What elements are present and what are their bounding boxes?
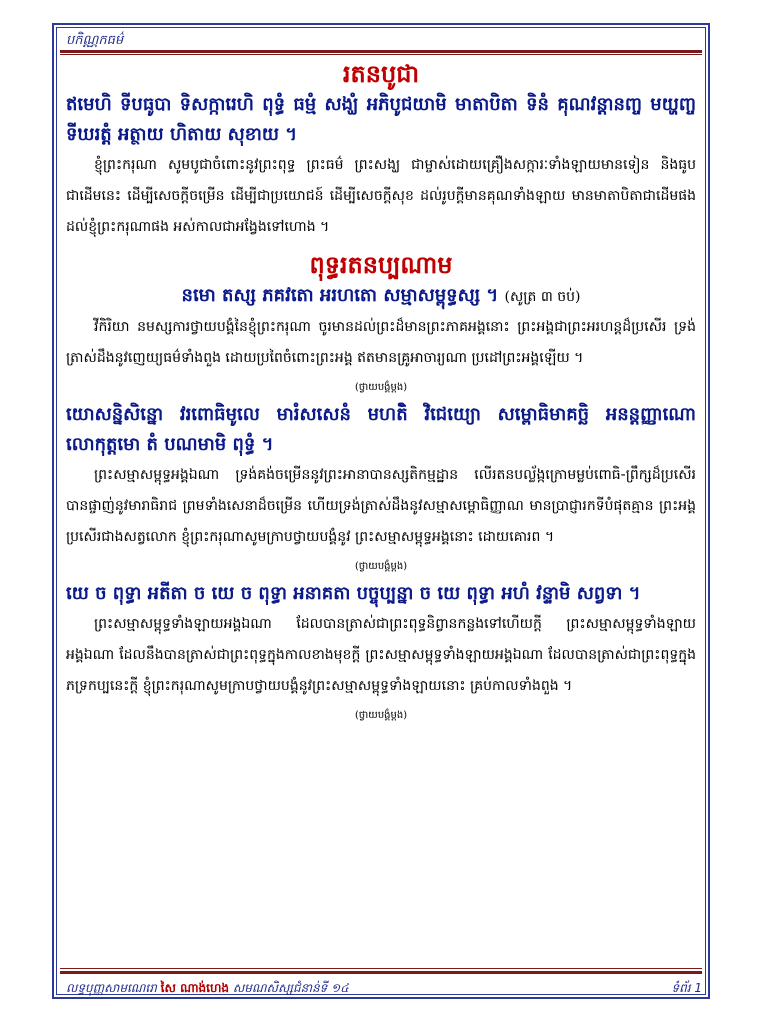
header-rule-thin <box>60 54 702 55</box>
pali-verse-ye-ca-buddha: យេ ច ពុទ្ធា អតីតា ច យេ ច ពុទ្ធា អនាគតា បច្ចុប្បន្នា ច យេ ពុទ្ធា អហំ វន្ទាមិ សព្វទា ។ <box>66 583 641 604</box>
footer-suffix: សមណសិស្សជំនាន់ទី ១៤ <box>232 981 349 995</box>
section-heading-buddha-ratana: ពុទ្ធរតនប្បណាម <box>309 250 453 279</box>
paragraph-ye-ca-buddha: ព្រះសម្មាសម្ពុទ្ធទាំងឡាយអង្គឯណា ដែលបានត្រាស់ជាព្រះពុទ្ធនិព្វានកន្លងទៅហើយក្ដី ព្រះសម្មាសម្ពុទ្ធទាំងឡាយអង្គឯណា ដែលនឹងបានត្រាស់ជាព្រះពុទ្ធក្នុងកាលខាងមុខក្ដី ព្រះសម្មាសម្ពុទ្ធទាំងឡាយអង្គឯណា ដែលបានត្រាស់ជាព្រះពុទ្ធក្នុងភទ្រកប្បនេះក្ដី ខ្ញុំព្រះករុណាសូមក្រាបថ្វាយបង្គំនូវព្រះសម្មាសម្ពុទ្ធទាំងឡាយនោះ គ្រប់កាលទាំងពួង ។ <box>66 616 696 694</box>
paragraph-puja: ខ្ញុំព្រះករុណា សូមបូជាចំពោះនូវព្រះពុទ្ធ ព្រះធម៌ ព្រះសង្ឃ ជាម្ចាស់ដោយគ្រឿងសក្ការៈទាំងឡាយមានទៀន និងធូបជាដើមនេះ ដើម្បីសេចក្ដីចម្រើន ដើម្បីជាប្រយោជន៍ ដើម្បីសេចក្ដីសុខ ដល់រូបក្ដីមានគុណទាំងឡាយ មានមាតាបិតាជាដើមផង ដល់ខ្ញុំព្រះករុណាផង អស់កាលជាអង្វែងទៅហោង ។ <box>66 157 696 235</box>
bow-note: (ថ្វាយបង្គំម្ដង) <box>354 710 408 721</box>
pali-verse-namo <box>66 281 696 312</box>
footer-rule <box>60 971 702 974</box>
paragraph-namo: វីកិរិយា នមស្សការថ្វាយបង្គំនៃខ្ញុំព្រះករុណា ចូរមានដល់ព្រះដ៏មានព្រះភាគអង្គនោះ ព្រះអង្គជាព្រះអរហន្តដ៏ប្រសើរ ទ្រង់ត្រាស់ដឹងនូវញេយ្យធម៌ទាំងពួង ដោយប្រពៃចំពោះព្រះអង្គ ឥតមានគ្រូអាចារ្យណា ប្រដៅព្រះអង្គឡើយ ។ <box>66 319 696 366</box>
header-rule <box>60 50 702 53</box>
page-content <box>66 56 696 728</box>
pali-namo-text: នមោ តស្ស ភគវតោ អរហតោ សម្មាសម្ពុទ្ធស្ស ។ <box>181 285 499 306</box>
running-header: បកិណ្ណកធម៌ <box>66 33 124 48</box>
page-number: ទំព័រ 1 <box>671 981 702 995</box>
footer-author <box>66 980 349 998</box>
section-heading-ratana-puja: រតនបូជា <box>342 59 420 88</box>
footer-prefix: លទ្ធបុញ្ញសាមណេរោ <box>66 981 157 995</box>
pali-namo-suffix: (សូត្រ ៣ ចប់) <box>504 289 581 305</box>
bow-note: (ថ្វាយបង្គំម្ដង) <box>354 561 408 572</box>
footer-author-name: សៃ ណាង់ហេង <box>160 981 229 995</box>
bow-note: (ថ្វាយបង្គំម្ដង) <box>354 382 408 393</box>
pali-verse-puja: ឥមេហិ ទីបធូបា ទិសក្ការេហិ ពុទ្ធំ ធម្មំ សង្ឃំ អភិបូជយាមិ មាតាបិតា ទិនំ គុណវន្តានញ្ច មយ្ហញ្ច ទីឃរត្តំ អត្ថាយ ហិតាយ សុខាយ ។ <box>66 94 696 145</box>
footer-rule-thin <box>60 968 702 969</box>
pali-verse-yosannisinno: យោសន្និសិន្នោ វរពោធិមូលេ មារំសសេនំ មហតិំ វិជេយ្យោ សម្ពោធិមាគច្ឆិ អនន្តញ្ញាណោ លោកុត្តមោ តំ បណមាមិ ពុទ្ធំ ។ <box>66 404 696 455</box>
paragraph-yosannisinno: ព្រះសម្មាសម្ពុទ្ធអង្គឯណា ទ្រង់គង់ចម្រើននូវព្រះអានាបានស្សតិកម្មដ្ឋាន លើរតនបល្ល័ង្កក្រោមម្លប់ពោធិ-ព្រឹក្សដ៏ប្រសើរ បានផ្ចាញ់នូវមារាធិរាជ ព្រមទាំងសេនាដ៏ចម្រើន ហើយទ្រង់ត្រាស់ដឹងនូវសម្មាសម្ពោធិញ្ញាណ មានប្រាជ្ញារកទីបំផុតគ្មាន ព្រះអង្គប្រសើរជាងសត្វលោក ខ្ញុំព្រះករុណាសូមក្រាបថ្វាយបង្គំនូវ ព្រះសម្មាសម្ពុទ្ធអង្គនោះ ដោយគោរព ។ <box>66 467 696 545</box>
